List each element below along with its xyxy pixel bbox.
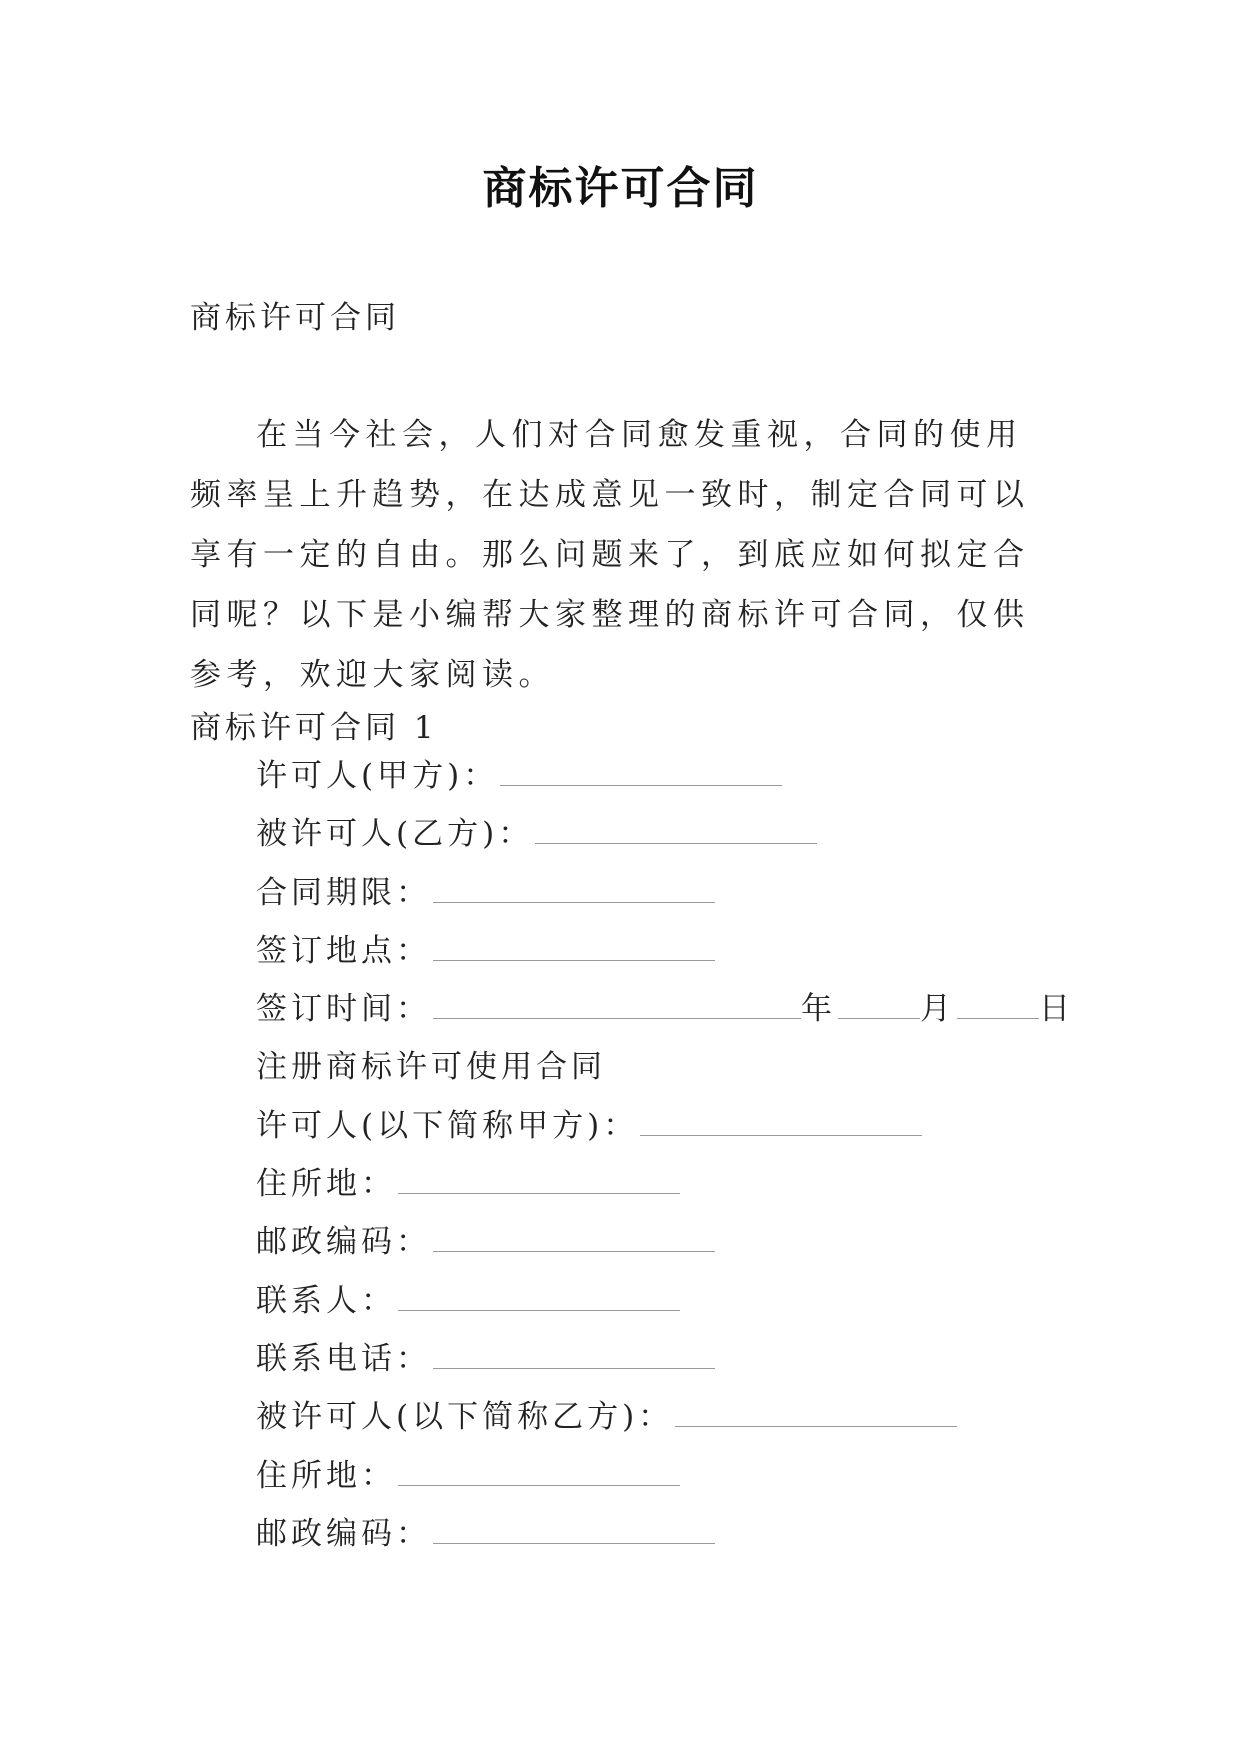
- field-sign-time: [256, 989, 1074, 1047]
- fill-blank: [433, 1225, 715, 1252]
- intro-paragraph: 在当今社会，人们对合同愈发重视，合同的使用频率呈上升趋势，在达成意见一致时，制定合同可以享有一定的自由。那么问题来了，到底应如何拟定合同呢？以下是小编帮大家整理的商标许可合同，仅供参考，欢迎大家阅读。: [190, 417, 1030, 693]
- fill-blank: [398, 1167, 680, 1194]
- field-label: 许可人(甲方)：: [256, 758, 499, 794]
- day-label: 日: [1039, 991, 1074, 1028]
- field-label: 住所地：: [256, 1457, 396, 1494]
- field-licensee: [256, 814, 1074, 872]
- field-a-phone: [256, 1339, 1074, 1397]
- field-label: 被许可人(乙方)：: [256, 816, 534, 853]
- field-label: 住所地：: [256, 1166, 396, 1203]
- fill-blank: [500, 759, 782, 786]
- fill-blank: [433, 934, 715, 961]
- month-label: 月: [920, 991, 955, 1028]
- field-b-postcode: [256, 1514, 1074, 1572]
- contract-fields: [256, 756, 1074, 1572]
- fill-blank: [640, 1109, 922, 1136]
- field-label: 签订地点：: [256, 932, 431, 969]
- document-subtitle: 商标许可合同: [190, 300, 400, 336]
- field-label: 邮政编码：: [256, 1224, 431, 1261]
- field-term: [256, 873, 1074, 931]
- field-a-address: [256, 1164, 1074, 1222]
- fill-blank: [398, 1284, 680, 1311]
- field-licensee-full: [256, 1397, 1074, 1455]
- year-label: 年: [801, 991, 836, 1028]
- section-heading: 商标许可合同 1: [190, 710, 438, 746]
- fill-blank: [535, 817, 817, 844]
- fill-blank: [957, 992, 1039, 1019]
- field-label: 合同期限：: [256, 874, 431, 911]
- field-sign-place: [256, 931, 1074, 989]
- field-label: 邮政编码：: [256, 1515, 431, 1552]
- contract-name: [256, 1047, 1074, 1105]
- field-label: 许可人(以下简称甲方)：: [256, 1107, 639, 1144]
- field-label: 联系人：: [256, 1282, 396, 1319]
- fill-blank: [433, 876, 715, 903]
- contract-name-text: 注册商标许可使用合同: [256, 1049, 606, 1086]
- fill-blank: [433, 1517, 715, 1544]
- field-a-postcode: [256, 1222, 1074, 1280]
- fill-blank: [398, 1459, 680, 1486]
- field-label: 签订时间：: [256, 991, 431, 1028]
- field-b-address: [256, 1456, 1074, 1514]
- document-title: 商标许可合同: [482, 163, 759, 214]
- field-licensor-full: [256, 1106, 1074, 1164]
- field-licensor: [256, 756, 1074, 814]
- fill-blank: [838, 992, 920, 1019]
- field-label: 联系电话：: [256, 1340, 431, 1377]
- fill-blank: [675, 1400, 957, 1427]
- field-label: 被许可人(以下简称乙方)：: [256, 1399, 674, 1436]
- fill-blank: [433, 992, 801, 1019]
- field-a-contact: [256, 1281, 1074, 1339]
- fill-blank: [433, 1342, 715, 1369]
